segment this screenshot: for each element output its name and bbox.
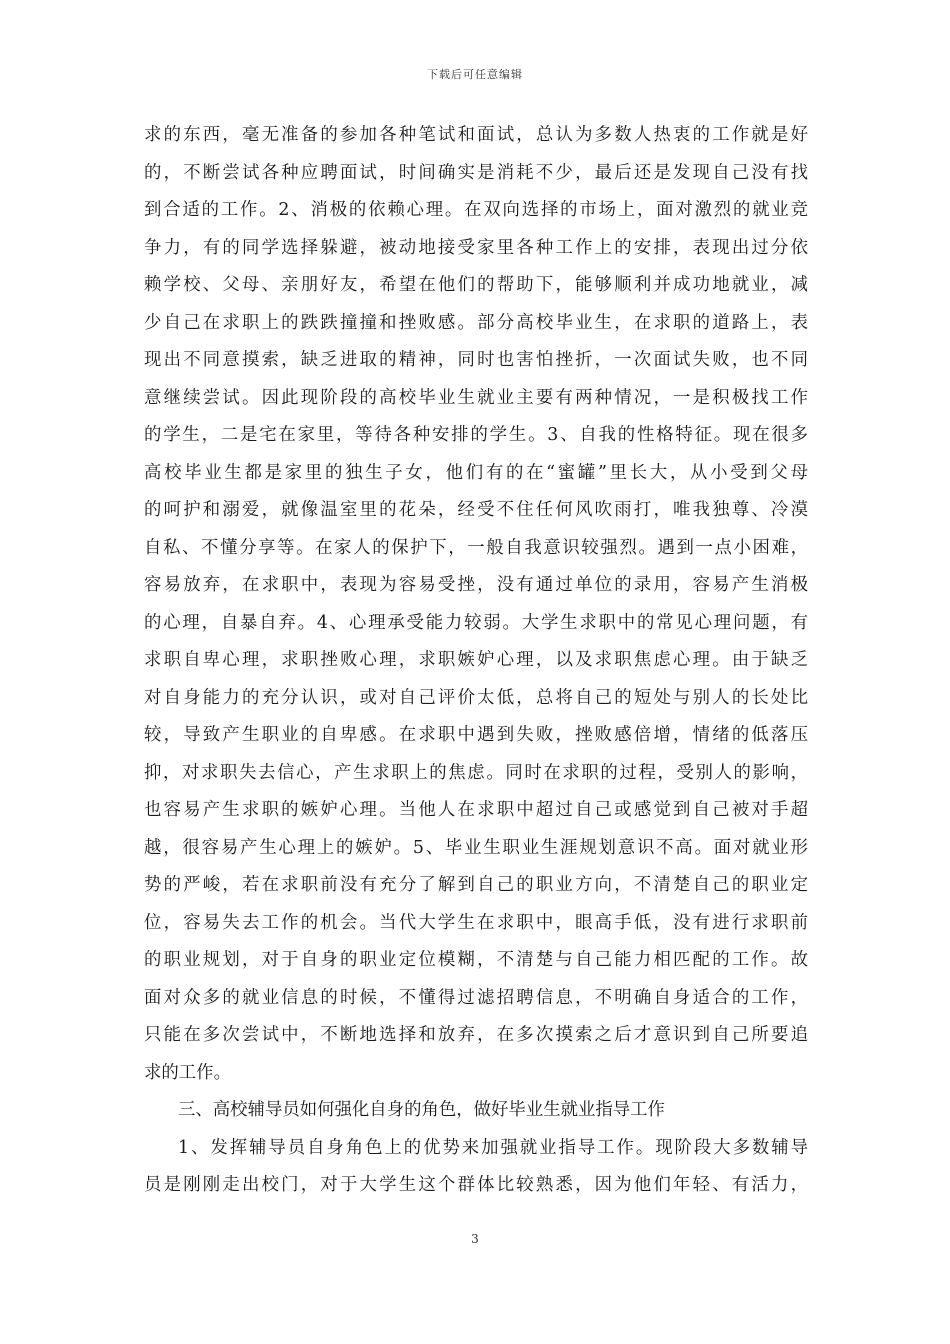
text-line: 的职业规划，对于自身的职业定位模糊，不清楚与自己能力相匹配的工作。故 (144, 950, 808, 970)
text-line: 高校毕业生都是家里的独生子女，他们有的在“蜜罐”里长大，从小受到父母 (144, 462, 808, 483)
text-line: 容易放弃，在求职中，表现为容易受挫，没有通过单位的录用，容易产生消极 (144, 575, 808, 595)
text-line: 争力，有的同学选择躲避，被动地接受家里各种工作上的安排，表现出过分依 (144, 237, 808, 258)
text-line: 的，不断尝试各种应聘面试，时间确实是消耗不少，最后还是发现自己没有找 (144, 162, 808, 183)
text-line: 对自身能力的充分认识，或对自己评价太低，总将自己的短处与别人的长处比 (144, 687, 808, 708)
text-line: 员是刚刚走出校门，对于大学生这个群体比较熟悉，因为他们年轻、有活力， (144, 1175, 808, 1195)
page-header: 下载后可任意编辑 (427, 68, 523, 81)
text-line: 面对众多的就业信息的时候，不懂得过滤招聘信息，不明确自身适合的工作， (144, 987, 808, 1008)
text-line: 自私、不懂分享等。在家人的保护下，一般自我意识较强烈。遇到一点小困难， (144, 537, 808, 558)
text-line: 求的东西，毫无准备的参加各种笔试和面试，总认为多数人热衷的工作就是好 (144, 125, 808, 145)
text-line: 较，导致产生职业的自卑感。在求职中遇到失败，挫败感倍增，情绪的低落压 (144, 725, 808, 745)
text-line: 求职自卑心理，求职挫败心理，求职嫉妒心理，以及求职焦虑心理。由于缺乏 (144, 650, 808, 670)
text-line: 到合适的工作。2、消极的依赖心理。在双向选择的市场上，面对激烈的就业竞 (144, 200, 808, 220)
text-line: 求的工作。 (144, 1062, 231, 1083)
text-line: 的心理，自暴自弃。4、心理承受能力较弱。大学生求职中的常见心理问题，有 (144, 612, 808, 633)
text-line: 的学生，二是宅在家里，等待各种安排的学生。3、自我的性格特征。现在很多 (144, 425, 808, 445)
text-line: 势的严峻，若在求职前没有充分了解到自己的职业方向，不清楚自己的职业定 (144, 875, 808, 895)
text-line: 的呵护和溺爱，就像温室里的花朵，经受不住任何风吹雨打，唯我独尊、冷漠 (144, 500, 808, 520)
text-line: 只能在多次尝试中，不断地选择和放弃，在多次摸索之后才意识到自己所要追 (144, 1025, 808, 1045)
page-number: 3 (471, 1232, 479, 1246)
text-line: 1、发挥辅导员自身角色上的优势来加强就业指导工作。现阶段大多数辅导 (178, 1137, 808, 1158)
document-body (144, 117, 808, 1205)
text-line: 意继续尝试。因此现阶段的高校毕业生就业主要有两种情况，一是积极找工作 (144, 387, 808, 408)
text-line: 现出不同意摸索，缺乏进取的精神，同时也害怕挫折，一次面试失败，也不同 (144, 350, 808, 370)
text-line: 赖学校、父母、亲朋好友，希望在他们的帮助下，能够顺利并成功地就业，减 (144, 275, 808, 295)
section-heading: 三、高校辅导员如何强化自身的角色，做好毕业生就业指导工作 (178, 1100, 665, 1120)
text-line: 越，很容易产生心理上的嫉妒。5、毕业生职业生涯规划意识不高。面对就业形 (144, 837, 808, 858)
text-line: 也容易产生求职的嫉妒心理。当他人在求职中超过自己或感觉到自己被对手超 (144, 800, 808, 820)
text-line: 位，容易失去工作的机会。当代大学生在求职中，眼高手低，没有进行求职前 (144, 912, 808, 933)
text-line: 抑，对求职失去信心，产生求职上的焦虑。同时在求职的过程，受别人的影响， (144, 762, 808, 783)
text-line: 少自己在求职上的跌跌撞撞和挫败感。部分高校毕业生，在求职的道路上，表 (144, 312, 808, 333)
